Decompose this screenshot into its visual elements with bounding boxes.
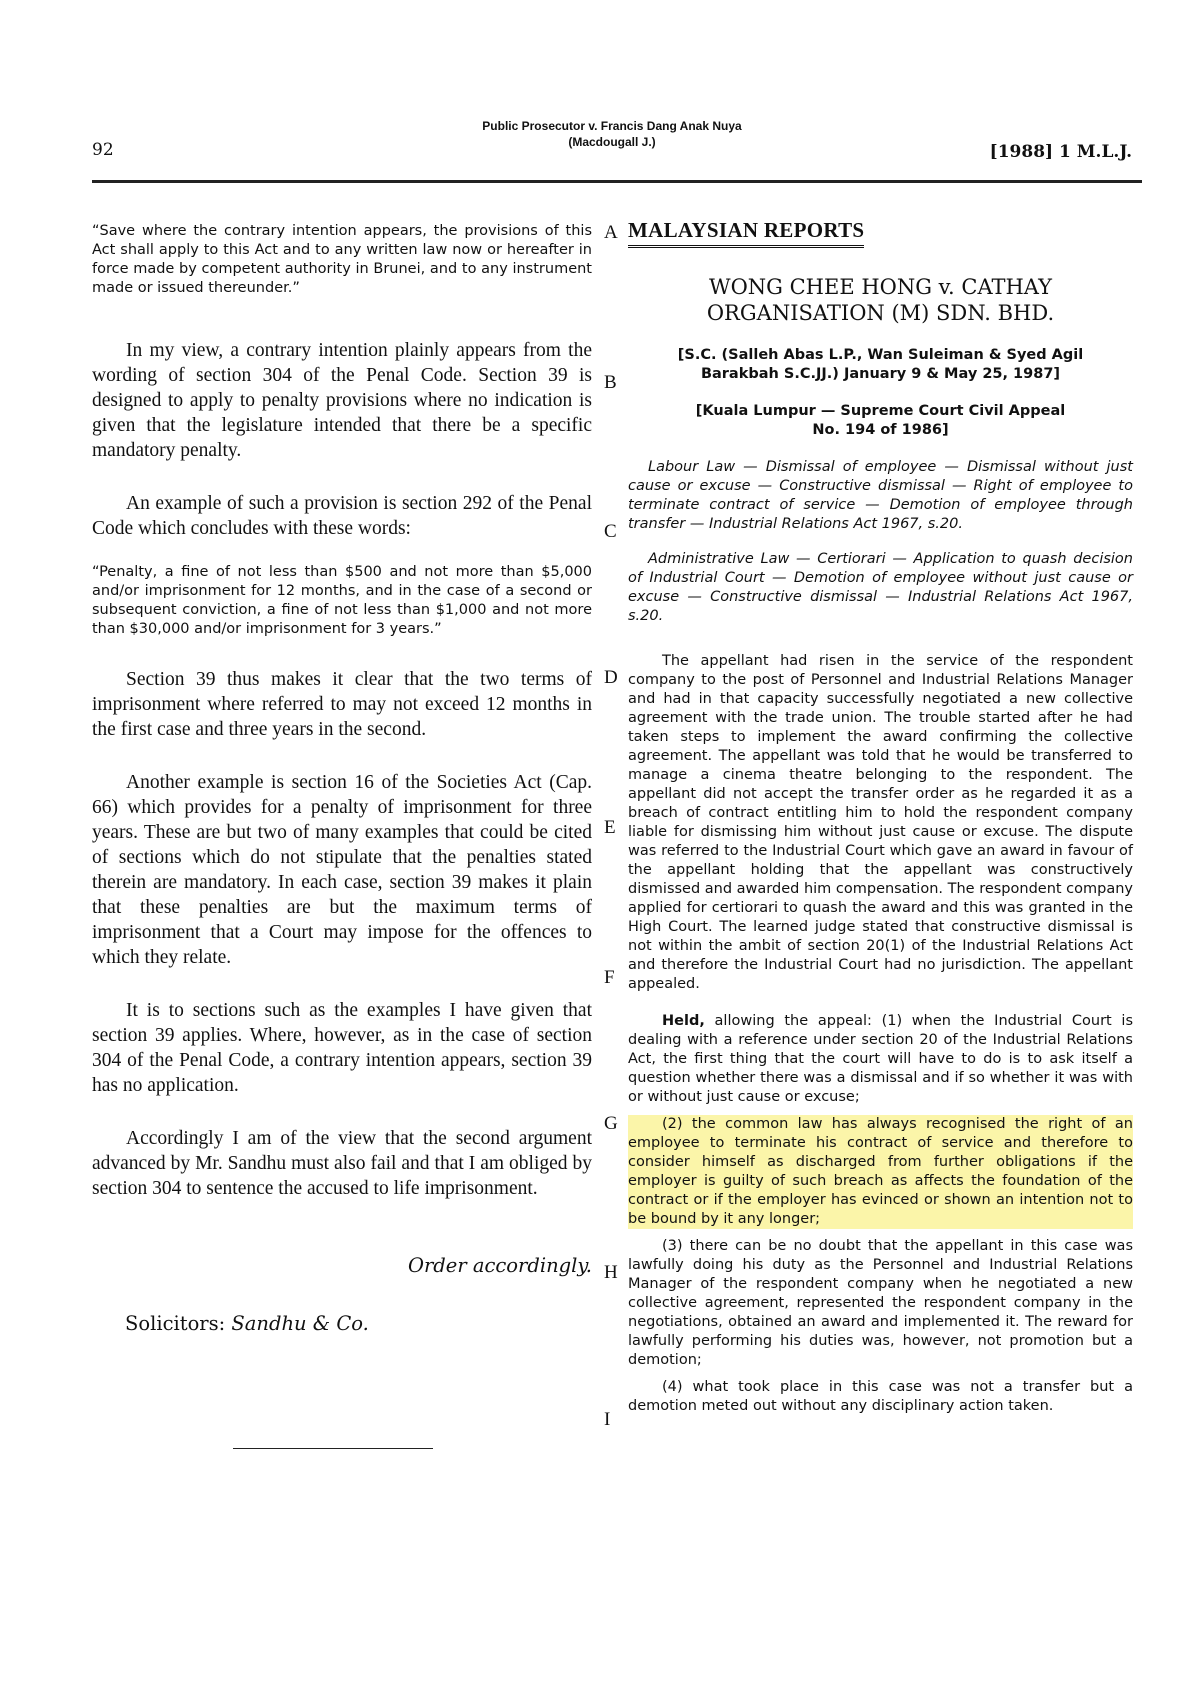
holding-2-highlighted: (2) the common law has always recognised the right of an employee to terminate his contract of service and therefore to consider himself as discharged from further obligations if the employer is guilty of such breach as affects the foundation of the contract or if the employer has evinced or shown an intention not to be bound by it any longer; xyxy=(628,1116,1133,1227)
paragraph: Accordingly I am of the view that the second argument advanced by Mr. Sandhu must also fail and that I am obliged by section 304 to sentence the accused to life imprisonment. xyxy=(92,1128,592,1199)
running-title-line2: (Macdougall J.) xyxy=(568,135,656,149)
paragraph: Section 39 thus makes it clear that the two terms of imprisonment where referred to may not exceed 12 months in the first case and three years in the second. xyxy=(92,669,592,740)
case-title xyxy=(628,274,1133,326)
page-header xyxy=(92,118,1132,174)
running-title xyxy=(392,118,832,150)
left-column xyxy=(92,222,592,1201)
catchwords-labour: Labour Law — Dismissal of employee — Dismissal without just cause or excuse — Constructive dismissal — Right of employee to terminate contract of service — Demotion of employee through transfer — Industrial Relations Act 1967, s.20. xyxy=(628,459,1133,532)
paragraph: An example of such a provision is section 292 of the Penal Code which concludes with these words: xyxy=(92,493,592,539)
margin-letter-a: A xyxy=(604,222,618,243)
order-line: Order accordingly. xyxy=(407,1254,592,1277)
section-heading: MALAYSIAN REPORTS xyxy=(628,218,864,248)
solicitors-line xyxy=(125,1312,369,1335)
penalty-quote: “Penalty, a fine of not less than $500 and not more than $5,000 and/or imprisonment for 12 months, and in the case of a second or subsequent conviction, a fine of not less than $1,000 and not more than $30,000 and/or imprisonment for 3 years.” xyxy=(92,564,592,637)
report-citation: [1988] 1 M.L.J. xyxy=(989,142,1132,162)
held-label: Held, xyxy=(662,1013,705,1029)
margin-letter-e: E xyxy=(604,817,616,838)
paragraph: It is to sections such as the examples I have given that section 39 applies. Where, however, as in the case of section 304 of the Penal Code, a contrary intention appears, section 39 has no application. xyxy=(92,1000,592,1096)
running-title-line1: Public Prosecutor v. Francis Dang Anak Nuya xyxy=(482,119,742,133)
solicitors-label: Solicitors: xyxy=(125,1312,226,1335)
court-line2: No. 194 of 1986] xyxy=(812,422,949,438)
right-column xyxy=(628,218,1133,1416)
coram-line2: Barakbah S.C.JJ.) January 9 & May 25, 1987] xyxy=(700,366,1061,382)
statute-quote: “Save where the contrary intention appears, the provisions of this Act shall apply to this Act and to any written law now or hereafter in force made by competent authority in Brunei, and to any instrument made or issued thereunder.” xyxy=(92,223,592,296)
court-reference xyxy=(628,402,1133,440)
headnote-facts: The appellant had risen in the service of the respondent company to the post of Personnel and Industrial Relations Manager and had in that capacity successfully negotiated a new collective agreement with the trade union. The trouble started after he had taken steps to implement the award confirming the collective agreement. The appellant was told that he would be transferred to manage a cinema theatre belonging to the respondent. The appellant did not accept the transfer order as he regarded it as a breach of contract entitling him to hold the respondent company liable for dismissing him without just cause or excuse. The dispute was referred to the Industrial Court which gave an award in favour of the appellant holding that the appellant was constructively dismissed and awarded him compensation. The respondent company applied for certiorari to quash the award and this was granted in the High Court. The learned judge stated that constructive dismissal is not within the ambit of section 20(1) of the Industrial Relations Act and therefore the Industrial Court had no jurisdiction. The appellant appealed. xyxy=(628,653,1134,992)
solicitors-name: Sandhu & Co. xyxy=(231,1312,369,1335)
margin-letter-d: D xyxy=(604,667,618,688)
holding-1 xyxy=(628,1012,1133,1107)
holding-4: (4) what took place in this case was not a transfer but a demotion meted out without any disciplinary action taken. xyxy=(628,1379,1133,1414)
margin-letter-c: C xyxy=(604,521,617,542)
header-rule xyxy=(92,180,1142,183)
court-line1: [Kuala Lumpur — Supreme Court Civil Appeal xyxy=(695,403,1066,419)
margin-letter-g: G xyxy=(604,1113,618,1134)
margin-letter-b: B xyxy=(604,372,617,393)
holding-1-text: allowing the appeal: (1) when the Industrial Court is dealing with a reference under section 20 of the Industrial Relations Act, the first thing that the court will have to do is to ask itself a question whether there was a dismissal and if so whether it was with or without just cause or excuse; xyxy=(628,1013,1134,1105)
end-rule xyxy=(233,1448,433,1449)
paragraph: Another example is section 16 of the Societies Act (Cap. 66) which provides for a penalty of imprisonment for three years. These are but two of many examples that could be cited of sections which do not stipulate that the penalties stated therein are mandatory. In each case, section 39 makes it plain that these penalties are but the maximum terms of imprisonment that a Court may impose for the offences to which they relate. xyxy=(92,772,592,968)
case-title-line1: WONG CHEE HONG v. CATHAY xyxy=(708,275,1052,299)
paragraph: In my view, a contrary intention plainly appears from the wording of section 304 of the Penal Code. Section 39 is designed to apply to penalty provisions where no indication is given that the legislature intended that there be a specific mandatory penalty. xyxy=(92,340,592,461)
margin-letter-i: I xyxy=(604,1409,611,1430)
coram-line1: [S.C. (Salleh Abas L.P., Wan Suleiman & Syed Agil xyxy=(677,347,1084,363)
margin-letter-f: F xyxy=(604,967,615,988)
holding-3: (3) there can be no doubt that the appellant in this case was lawfully doing his duty as the Personnel and Industrial Relations Manager of the respondent company when he negotiated a new collective agreement, represented the respondent company in the negotiations, obtained an award and implemented it. The reward for lawfully performing his duties was, however, not promotion but a demotion; xyxy=(628,1238,1133,1368)
page-number: 92 xyxy=(92,140,114,160)
margin-letter-h: H xyxy=(604,1262,618,1283)
catchwords-administrative: Administrative Law — Certiorari — Application to quash decision of Industrial Court — Demotion of employee without just cause or excuse — Constructive dismissal — Industrial Relations Act 1967, s.20. xyxy=(628,551,1133,624)
coram xyxy=(628,346,1133,384)
case-title-line2: ORGANISATION (M) SDN. BHD. xyxy=(706,301,1055,325)
